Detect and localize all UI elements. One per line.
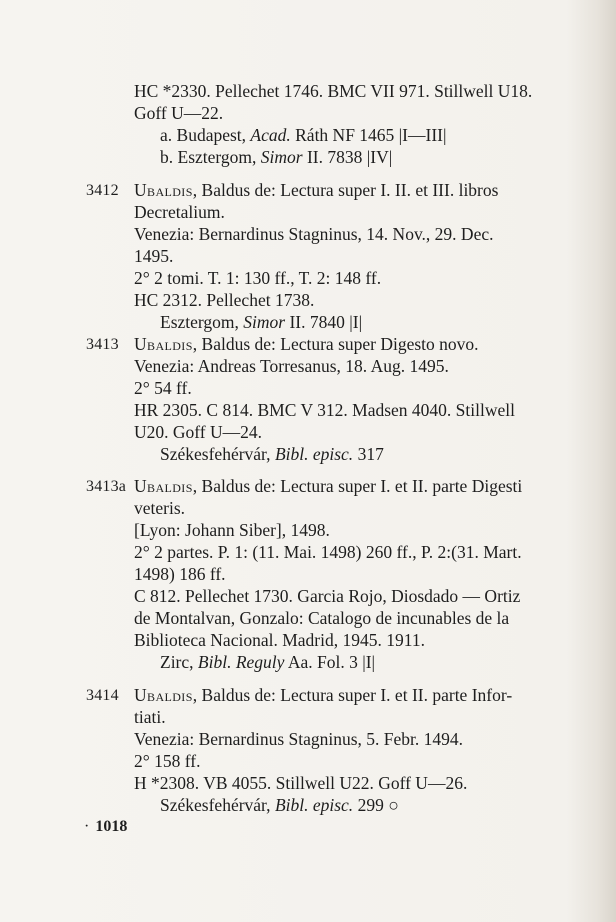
entry-line [134,201,225,223]
text-segment: Venezia: Bernardinus Stagninus, 5. Febr. 1494. [134,729,464,749]
page-number-dot: · [84,818,90,835]
text-segment: HC *2330. Pellechet 1746. BMC VII 971. Stillwell U18. [134,81,533,101]
entry-line [134,245,173,267]
author-name: Ubaldis [134,334,193,354]
entry-line [134,377,192,399]
entry-line [134,421,262,443]
text-segment: Biblioteca Nacional. Madrid, 1945. 1911. [134,630,425,650]
italic-text: Simor [260,147,303,167]
entry-line [134,497,185,519]
entry-line [134,475,522,497]
entry-line [160,124,447,146]
entry-line [160,794,399,816]
text-segment: tiati. [134,707,166,727]
entry-line [134,333,479,355]
entry-line [134,541,522,563]
text-segment: Decretalium. [134,202,225,222]
italic-text: Bibl. episc. [274,795,354,815]
text-segment: 1498) 186 ff. [134,564,226,584]
text-segment: H *2308. VB 4055. Stillwell U22. Goff U—26. [134,773,468,793]
entry-line [134,267,381,289]
entry-line [160,651,375,673]
entry-line [134,629,425,651]
text-segment: de Montalvan, Gonzalo: Catalogo de incunables de la [134,608,510,628]
entry-line [134,772,467,794]
page-number-value: 1018 [95,818,128,835]
text-segment: 2° 2 partes. P. 1: (11. Mai. 1498) 260 ff., P. 2:(31. Mart. [134,542,522,562]
author-name: Ubaldis [134,180,193,200]
author-name: Ubaldis [134,476,193,496]
text-segment: 299 ○ [353,795,399,815]
text-segment: C 812. Pellechet 1730. Garcia Rojo, Diosdado — Ortiz [134,586,521,606]
entry-line [134,179,498,201]
entry-line [134,102,223,124]
entry-line [134,223,494,245]
italic-text: Acad. [250,125,291,145]
text-segment: 317 [353,444,384,464]
entry-line [134,585,520,607]
entry-line [134,355,449,377]
text-segment: II. 7838 |IV| [302,147,393,167]
text-segment: Venezia: Bernardinus Stagninus, 14. Nov., 29. Dec. [134,224,494,244]
text-segment: , Baldus de: Lectura super I. et II. parte Infor- [192,685,513,705]
entry-line [134,519,330,541]
text-segment: Székesfehérvár, [160,444,275,464]
text-segment: 1495. [134,246,174,266]
text-segment: Venezia: Andreas Torresanus, 18. Aug. 1495. [134,356,449,376]
text-segment: b. Esztergom, [160,147,261,167]
text-segment: 2° 158 ff. [134,751,201,771]
entry-line [134,563,226,585]
entry-line [160,311,362,333]
text-segment: Esztergom, [160,312,244,332]
text-segment: a. Budapest, [160,125,251,145]
entry-number: 3413a [86,478,127,495]
text-segment: 2° 54 ff. [134,378,192,398]
text-segment: Aa. Fol. 3 |I| [284,652,376,672]
text-segment: 2° 2 tomi. T. 1: 130 ff., T. 2: 148 ff. [134,268,382,288]
text-segment: U20. Goff U—24. [134,422,263,442]
entry-line [134,728,463,750]
entry-line [160,146,392,168]
author-name: Ubaldis [134,685,193,705]
entry-number: 3414 [86,687,119,704]
text-segment: , Baldus de: Lectura super I. II. et III. libros [192,180,499,200]
text-segment: Ráth NF 1465 |I—III| [290,125,447,145]
text-segment: [Lyon: Johann Siber], 1498. [134,520,330,540]
italic-text: Bibl. Reguly [197,652,285,672]
entry-line [134,750,200,772]
text-segment: Zirc, [160,652,198,672]
text-segment: , Baldus de: Lectura super I. et II. parte Digesti [192,476,523,496]
italic-text: Simor [243,312,286,332]
text-segment: HR 2305. C 814. BMC V 312. Madsen 4040. Stillwell [134,400,515,420]
entry-line [134,289,314,311]
text-segment: , Baldus de: Lectura super Digesto novo. [192,334,479,354]
page-number [84,818,127,836]
entry-line [134,399,515,421]
text-segment: veteris. [134,498,186,518]
entry-line [134,706,166,728]
text-segment: HC 2312. Pellechet 1738. [134,290,315,310]
entry-number: 3412 [86,182,119,199]
entry-line [134,80,532,102]
text-segment: II. 7840 |I| [285,312,363,332]
text-segment: Goff U—22. [134,103,224,123]
entry-line [134,607,509,629]
entry-number: 3413 [86,336,119,353]
entry-line [160,443,384,465]
entry-line [134,684,512,706]
text-segment: Székesfehérvár, [160,795,275,815]
italic-text: Bibl. episc. [274,444,354,464]
